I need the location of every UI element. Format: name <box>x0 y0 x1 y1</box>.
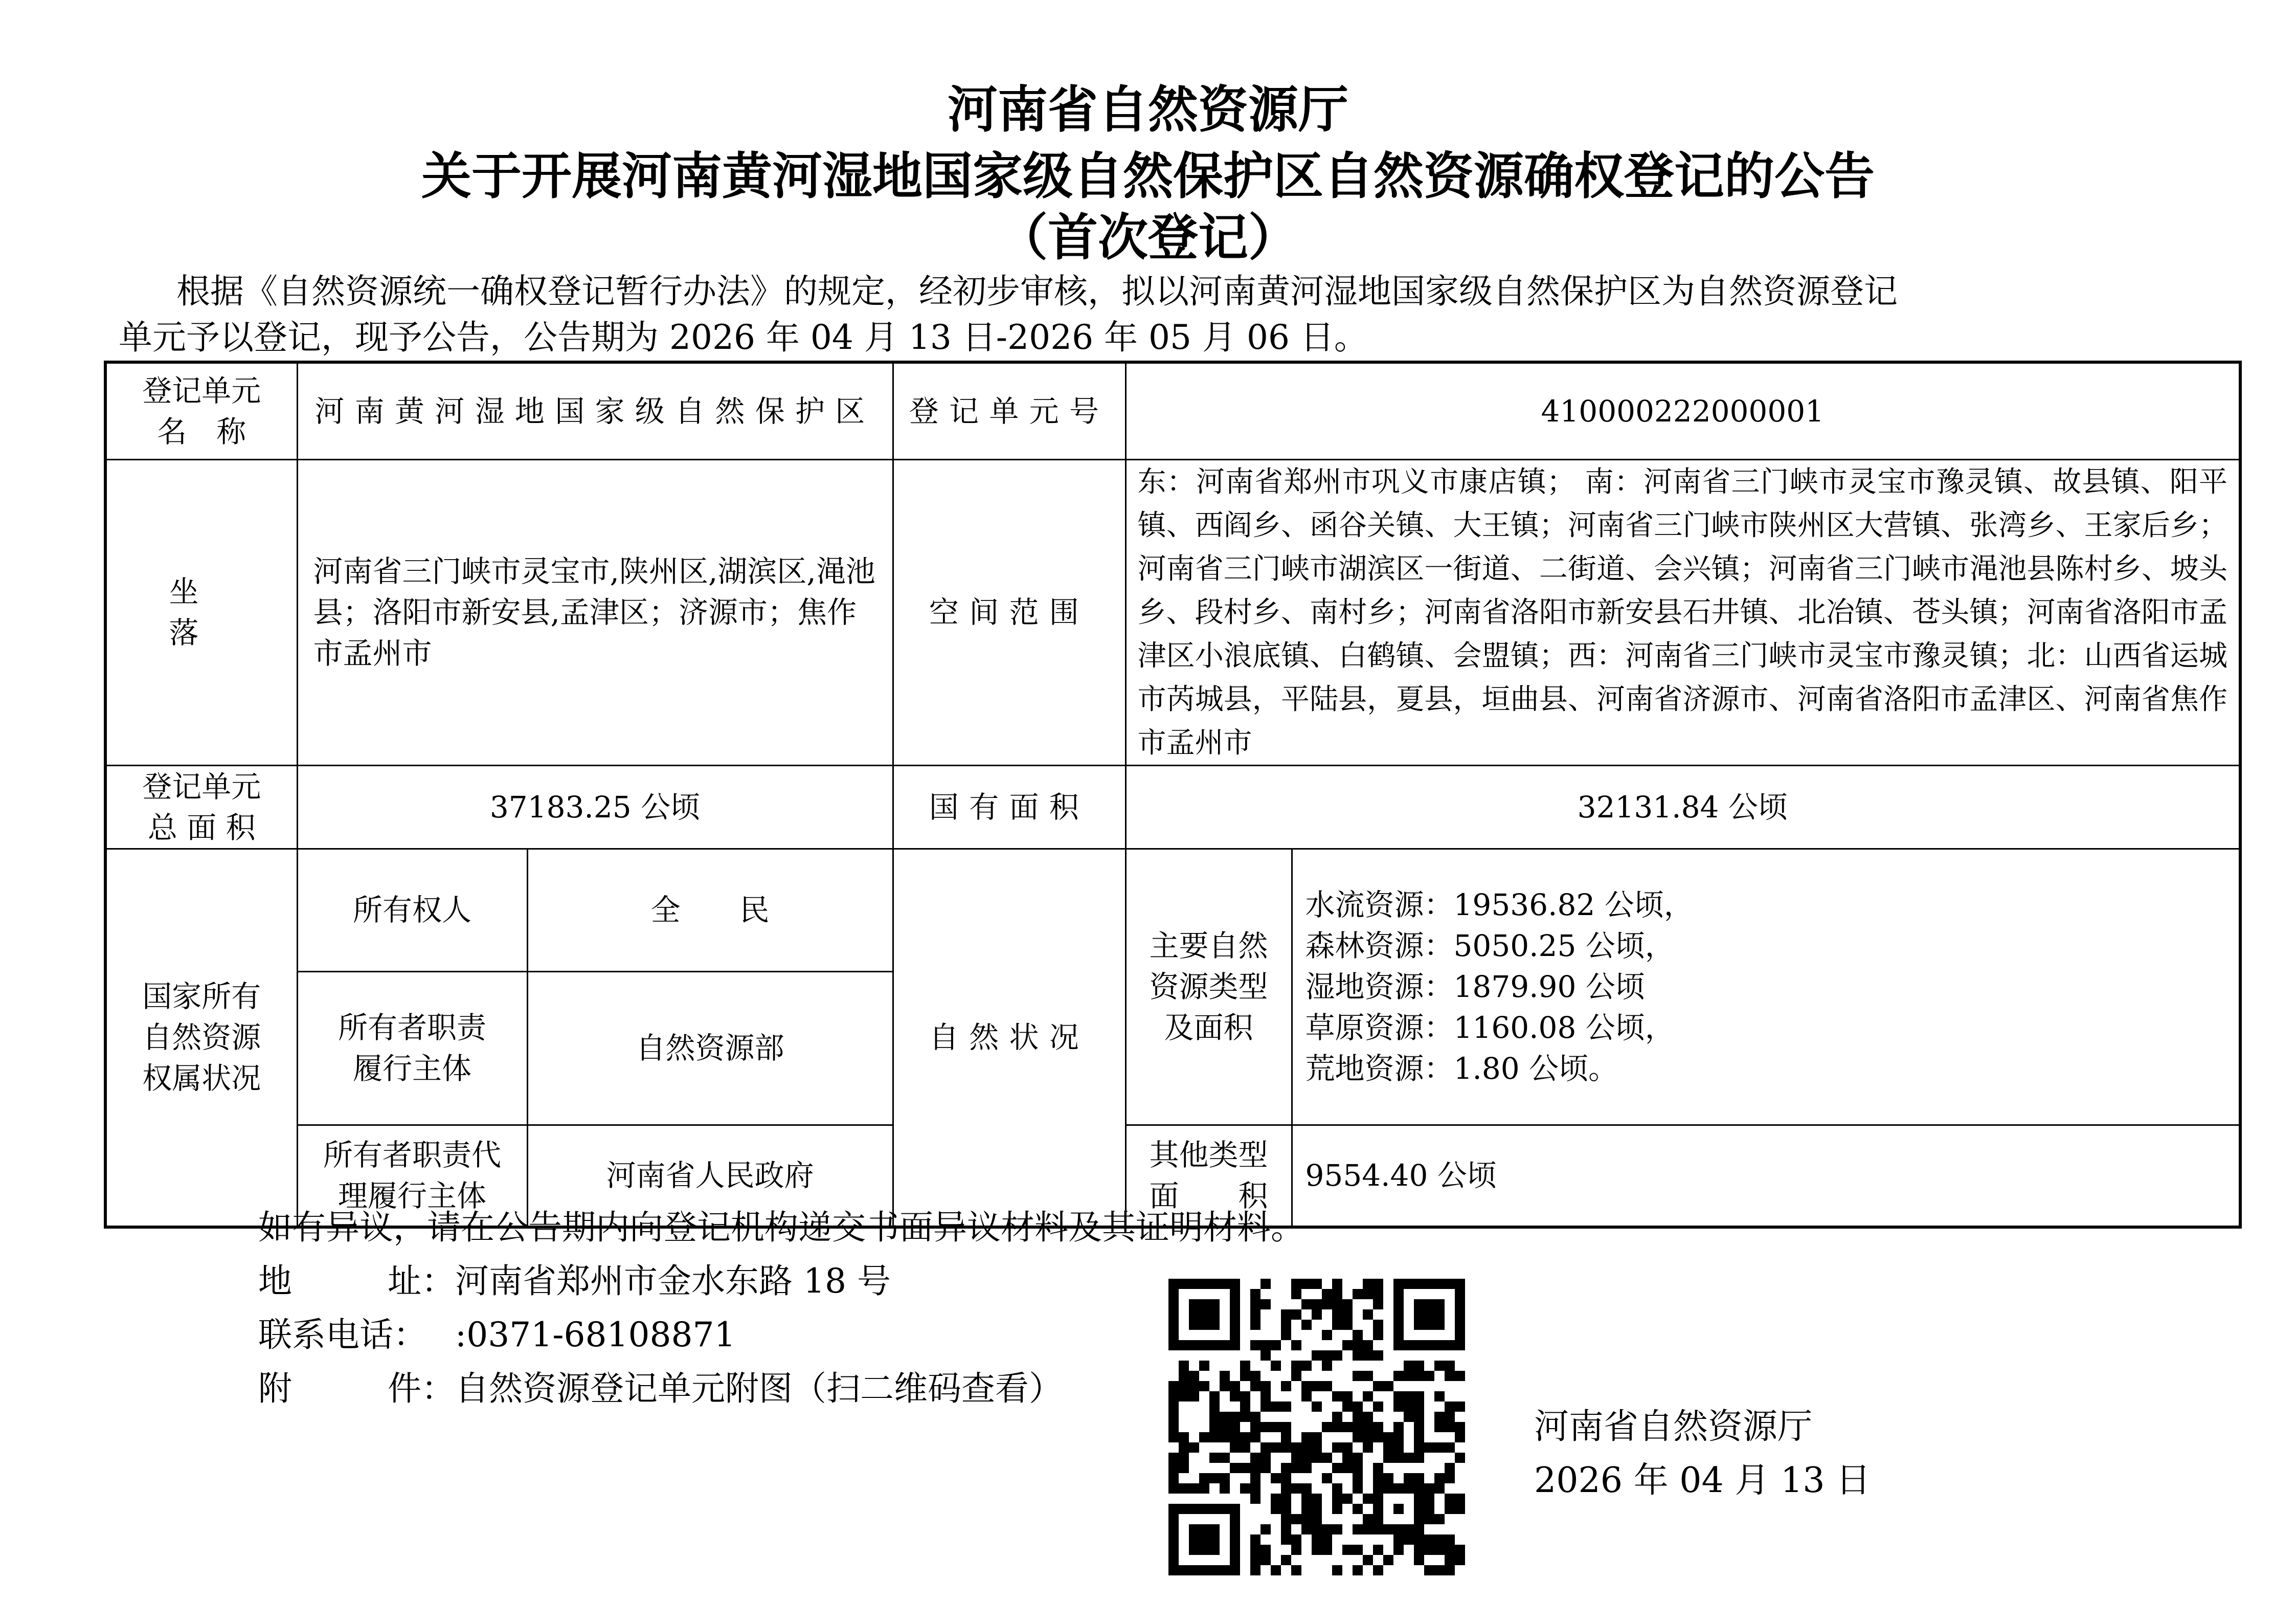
resource-item: 水流资源：19536.82 公顷， <box>1305 887 1694 922</box>
notice-title: 关于开展河南黄河湿地国家级自然保护区自然资源确权登记的公告 <box>421 147 1875 206</box>
spatial-range-value: 东：河南省郑州市巩义市康店镇； 南：河南省三门峡市灵宝市豫灵镇、故县镇、阳平镇、西阎乡、函谷关镇、大王镇；河南省三门峡市陕州区大营镇、张湾乡、王家后乡；河南省三门峡市湖滨区一街道、二街道、会兴镇；河南省三门峡市渑池县陈村乡、坡头乡、段村乡、南村乡；河南省洛阳市新安县石井镇、北冶镇、苍头镇；河南省洛阳市孟津区小浪底镇、白鹤镇、会盟镇；西：河南省三门峡市灵宝市豫灵镇；北：山西省运城市芮城县，平陆县，夏县，垣曲县、河南省济源市、河南省洛阳市孟津区、河南省焦作市孟州市 <box>1126 459 2240 765</box>
registration-table <box>104 361 2242 1229</box>
ownership-label: 国家所有 自然资源 权属状况 <box>105 849 297 1227</box>
duty-subject-value: 自然资源部 <box>527 971 893 1125</box>
unit-no-value: 410000222000001 <box>1126 362 2240 459</box>
intro-line-2: 单元予以登记，现予公告，公告期为 2026 年 04 月 13 日-2026 年 05 月 06 日。 <box>119 318 1368 357</box>
other-type-label: 其他类型 面 积 <box>1126 1125 1292 1227</box>
resource-item: 湿地资源：1879.90 公顷 <box>1305 969 1645 1004</box>
resource-item: 荒地资源：1.80 公顷。 <box>1305 1051 1618 1086</box>
resource-item: 森林资源：5050.25 公顷， <box>1305 928 1675 963</box>
phone-value: :0371-68108871 <box>455 1315 736 1354</box>
signature-org: 河南省自然资源厅 <box>1534 1407 1813 1447</box>
resource-list <box>1292 849 2240 1125</box>
attachment-value: 自然资源登记单元附图（扫二维码查看） <box>455 1369 1063 1408</box>
agent-subject-value: 河南省人民政府 <box>527 1125 893 1227</box>
total-area-value: 37183.25 公顷 <box>297 765 893 849</box>
intro-line-1: 根据《自然资源统一确权登记暂行办法》的规定，经初步审核，拟以河南黄河湿地国家级自然保护区为自然资源登记 <box>176 272 1898 311</box>
notice-issuer: 河南省自然资源厅 <box>947 81 1348 139</box>
other-type-value: 9554.40 公顷 <box>1292 1125 2240 1227</box>
address-label: 地 址： <box>258 1261 455 1301</box>
unit-no-label: 登记单元号 <box>893 362 1126 459</box>
unit-name-value: 河南黄河湿地国家级自然保护区 <box>297 362 893 459</box>
natural-status-label: 自然状况 <box>893 849 1126 1227</box>
attachment-line <box>258 1366 1063 1412</box>
qr-code-icon[interactable] <box>1168 1279 1465 1575</box>
main-resource-label: 主要自然 资源类型 及面积 <box>1126 849 1292 1125</box>
phone-label: 联系电话： <box>258 1315 427 1354</box>
signature-date: 2026 年 04 月 13 日 <box>1534 1460 1871 1501</box>
objection-note: 如有异议，请在公告期内向登记机构递交书面异议材料及其证明材料。 <box>258 1208 1304 1247</box>
resource-item: 草原资源：1160.08 公顷， <box>1305 1010 1675 1045</box>
location-value: 河南省三门峡市灵宝市,陕州区,湖滨区,渑池县；洛阳市新安县,孟津区；济源市；焦作市孟州市 <box>297 459 893 765</box>
state-area-value: 32131.84 公顷 <box>1126 765 2240 849</box>
unit-name-label: 登记单元 名 称 <box>105 362 297 459</box>
spatial-range-label: 空间范围 <box>893 459 1126 765</box>
notice-subtitle: （首次登记） <box>997 209 1298 267</box>
attachment-label: 附 件： <box>258 1369 455 1408</box>
owner-label: 所有权人 <box>297 849 527 971</box>
duty-subject-label: 所有者职责 履行主体 <box>297 971 527 1125</box>
location-label: 坐 落 <box>105 459 297 765</box>
agent-subject-label: 所有者职责代 理履行主体 <box>297 1125 527 1227</box>
address-value: 河南省郑州市金水东路 18 号 <box>455 1261 891 1301</box>
state-area-label: 国有面积 <box>893 765 1126 849</box>
owner-value: 全 民 <box>527 849 893 971</box>
total-area-label: 登记单元 总 面 积 <box>105 765 297 849</box>
phone-line <box>258 1312 735 1358</box>
address-line <box>258 1258 891 1304</box>
